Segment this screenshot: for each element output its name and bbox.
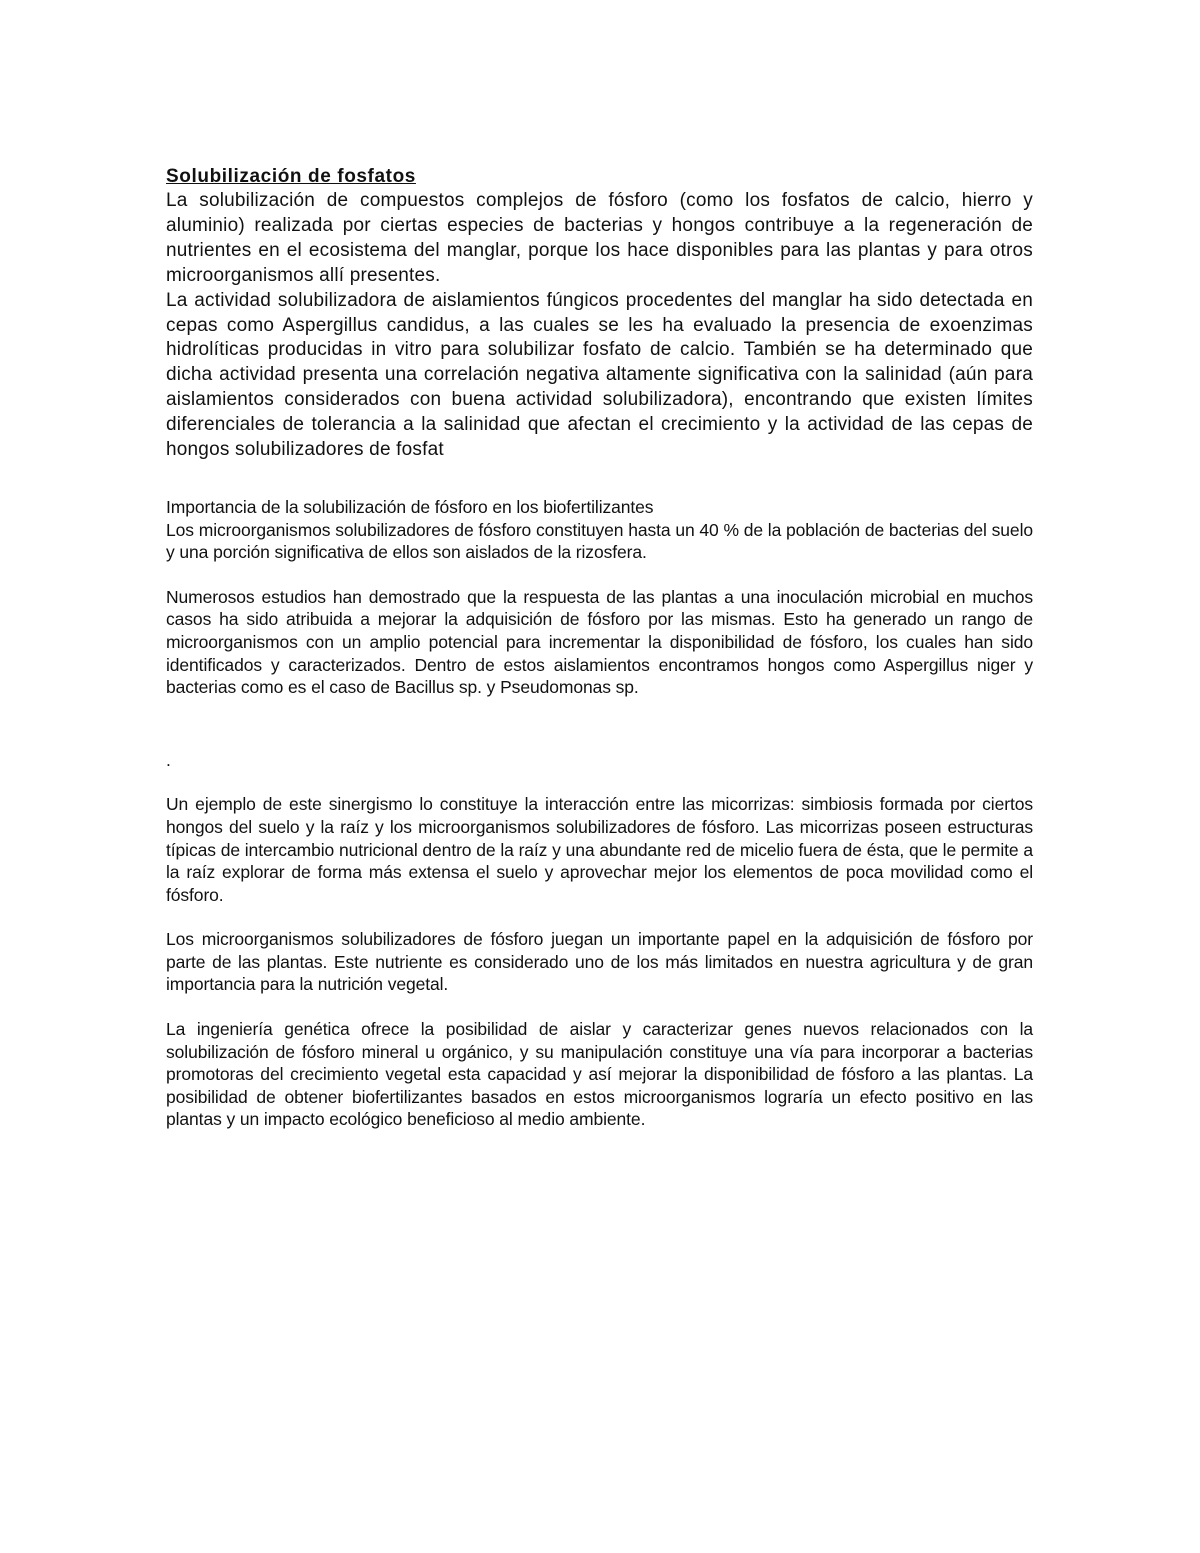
paragraph-role: Los microorganismos solubilizadores de fósforo juegan un importante papel en la adquisición de fósforo por parte de las plantas. Este nutriente es considerado uno de los más limitados en nuestra agricultura y de gran importancia para la nutrición vegetal.	[166, 929, 1033, 995]
paragraph-studies: Numerosos estudios han demostrado que la respuesta de las plantas a una inoculación microbial en muchos casos ha sido atribuida a mejorar la adquisición de fósforo por las mismas. Esto ha generado un rango de microorganismos con un amplio potencial para incrementar la disponibilidad de fósforo, los cuales han sido identificados y caracterizados. Dentro de estos aislamientos encontramos hongos como Aspergillus niger y bacterias como es el caso de Bacillus sp. y Pseudomonas sp.	[166, 586, 1033, 698]
document-title: Solubilización de fosfatos	[166, 166, 416, 187]
separator-dot: .	[166, 749, 171, 770]
section-heading-biofertilizers: Importancia de la solubilización de fósforo en los biofertilizantes	[166, 496, 654, 517]
paragraph-population: Los microorganismos solubilizadores de fósforo constituyen hasta un 40 % de la población de bacterias del suelo y una porción significativa de ellos son aislados de la rizosfera.	[166, 519, 1033, 563]
paragraph-fungal-activity: La actividad solubilizadora de aislamientos fúngicos procedentes del manglar ha sido detectada en cepas como Aspergillus candidus, a las cuales se les ha evaluado la presencia de exoenzimas hidrolíticas producidas in vitro para solubilizar fosfato de calcio. También se ha determinado que dicha actividad presenta una correlación negativa altamente significativa con la salinidad (aún para aislamientos considerados con buena actividad solubilizadora), encontrando que existen límites diferenciales de tolerancia a la salinidad que afectan el crecimiento y la actividad de las cepas de hongos solubilizadores de fosfat	[166, 289, 1033, 461]
paragraph-genetics: La ingeniería genética ofrece la posibilidad de aislar y caracterizar genes nuevos relacionados con la solubilización de fósforo mineral u orgánico, y su manipulación constituye una vía para incorporar a bacterias promotoras del crecimiento vegetal esta capacidad y así mejorar la disponibilidad de fósforo a las plantas. La posibilidad de obtener biofertilizantes basados en estos microorganismos lograría un efecto positivo en las plantas y un impacto ecológico beneficioso al medio ambiente.	[166, 1019, 1033, 1130]
paragraph-solubilization-intro: La solubilización de compuestos complejos de fósforo (como los fosfatos de calcio, hierro y aluminio) realizada por ciertas especies de bacterias y hongos contribuye a la regeneración de nutrientes en el ecosistema del manglar, porque los hace disponibles para las plantas y para otros microorganismos allí presentes.	[166, 190, 1033, 286]
document-body	[166, 164, 1033, 1131]
paragraph-synergy: Un ejemplo de este sinergismo lo constituye la interacción entre las micorrizas: simbiosis formada por ciertos hongos del suelo y la raíz y los microorganismos solubilizadores de fósforo. Las micorrizas poseen estructuras típicas de intercambio nutricional dentro de la raíz y una abundante red de micelio fuera de ésta, que le permite a la raíz explorar de forma más extensa el suelo y aprovechar mejor los elementos de poca movilidad como el fósforo.	[166, 794, 1033, 905]
